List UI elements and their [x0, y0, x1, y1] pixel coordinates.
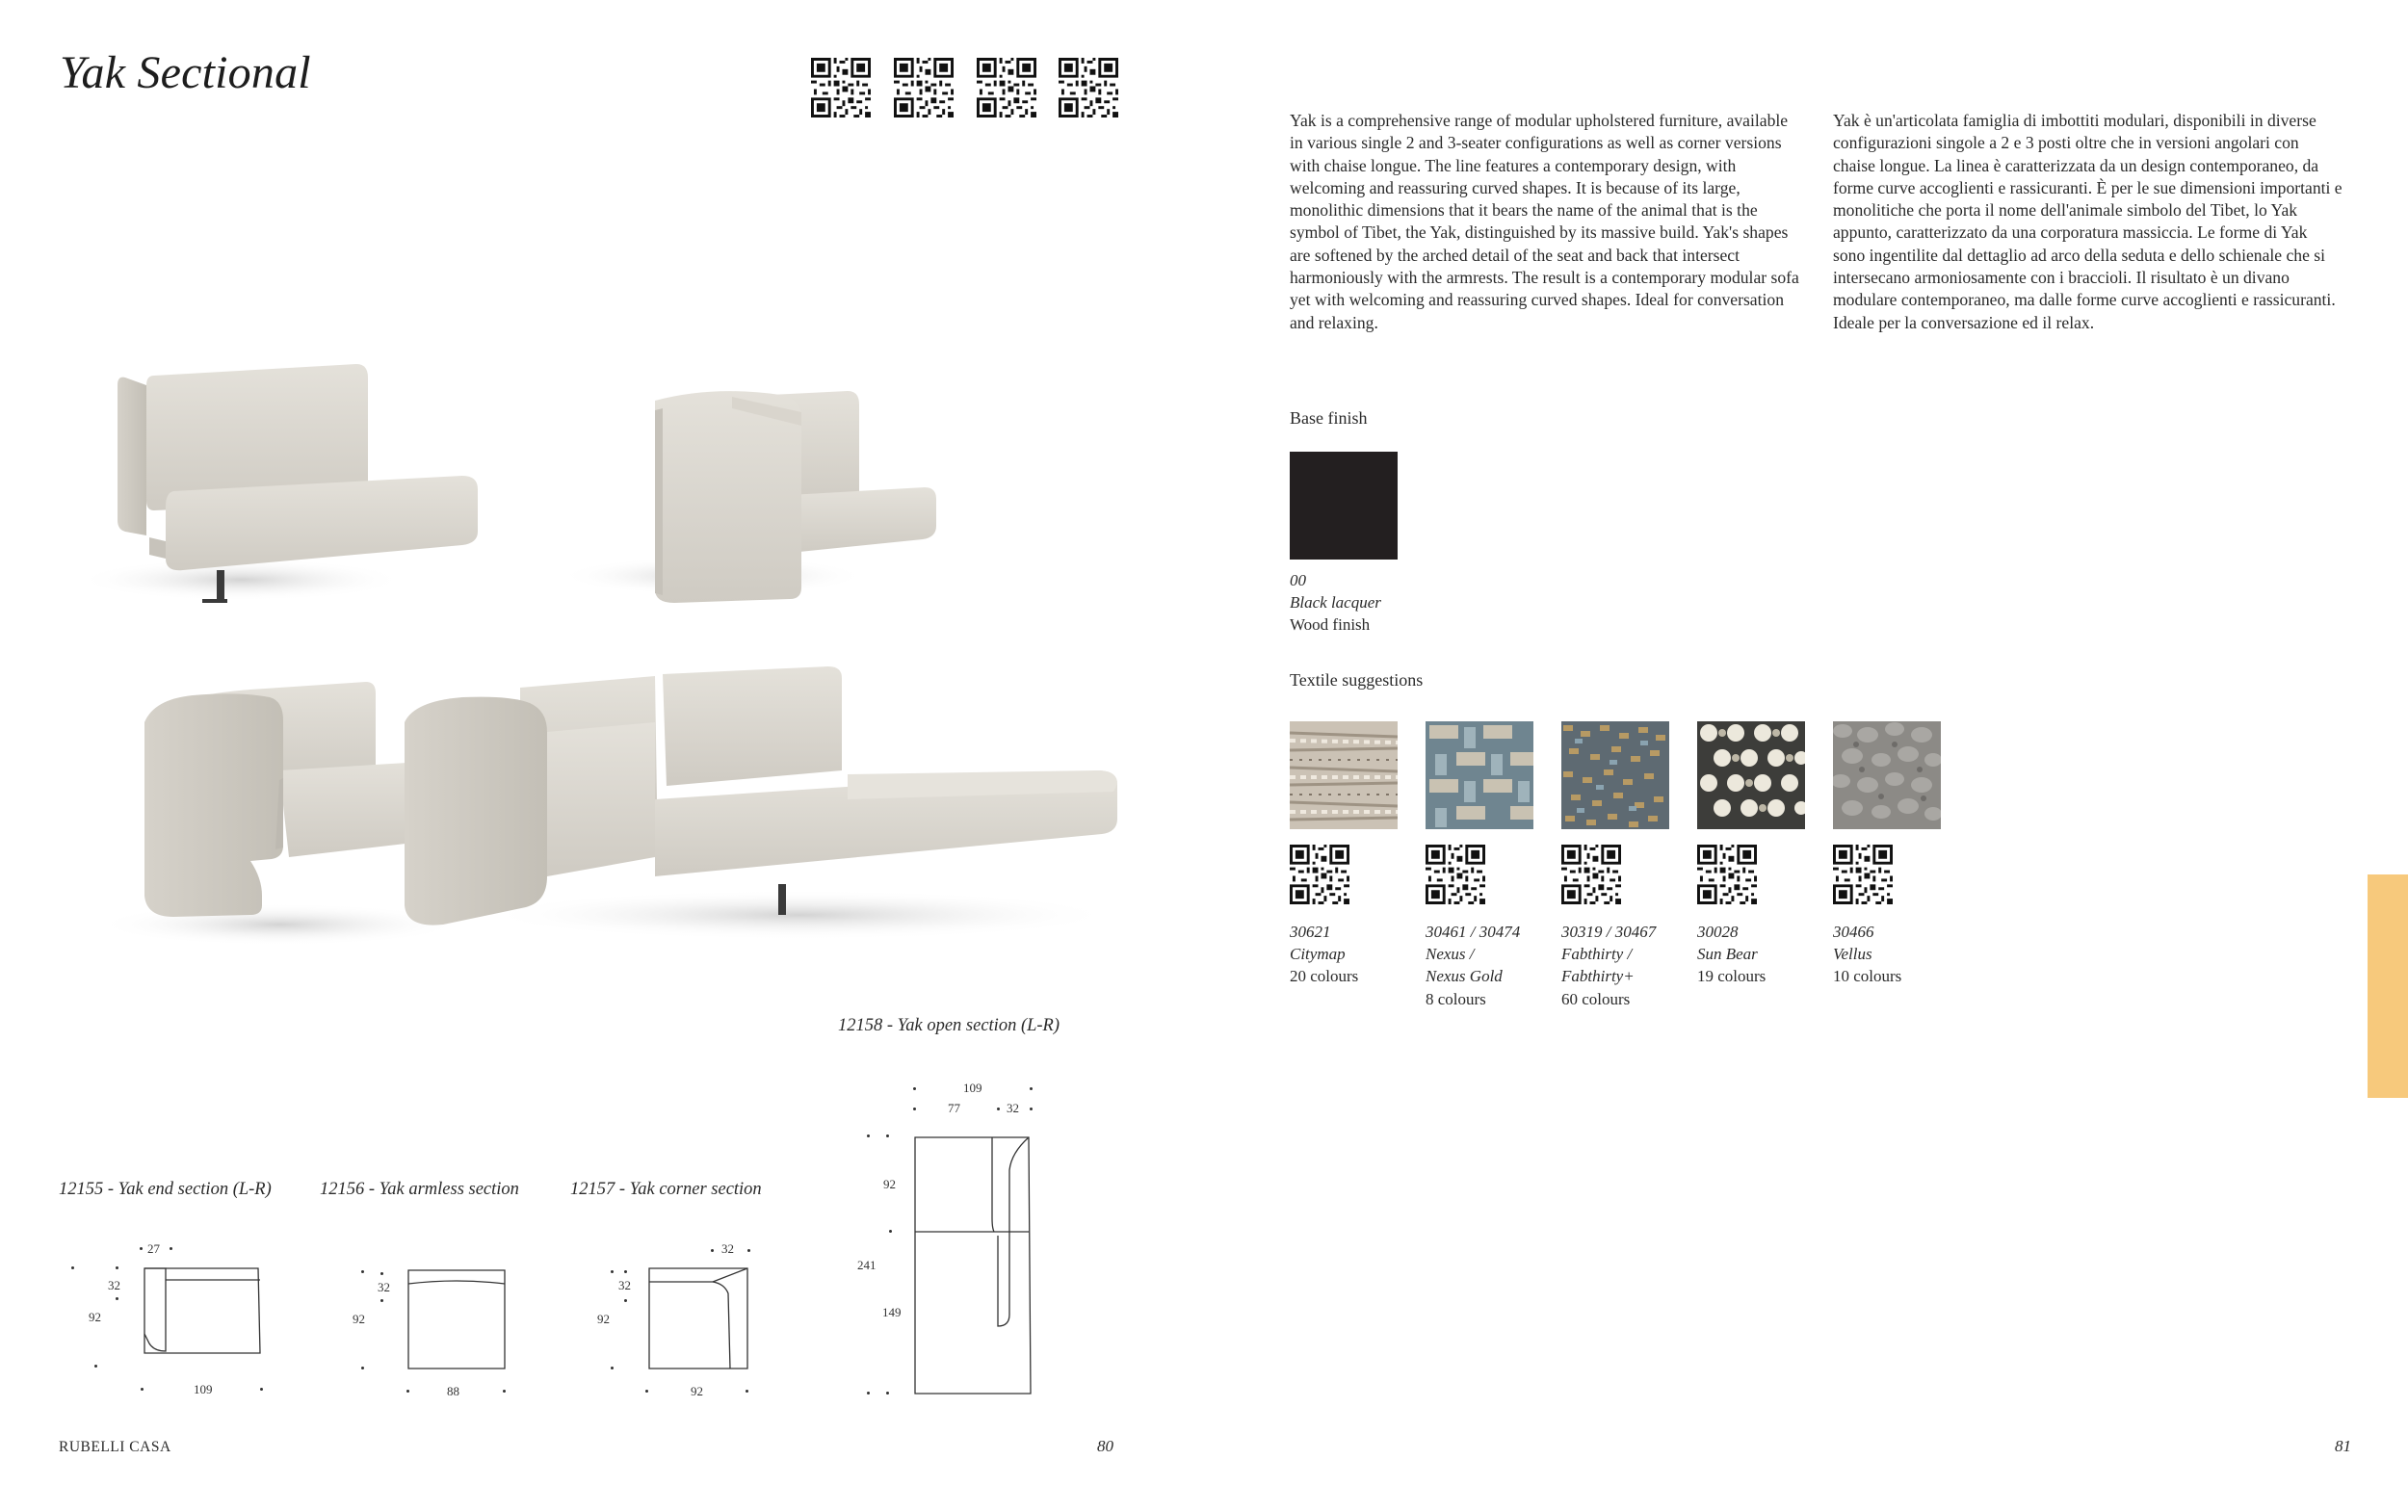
qr-code-icon[interactable] [1561, 845, 1621, 904]
qr-code-icon[interactable] [894, 58, 954, 117]
base-finish-info: 00 Black lacquer Wood finish [1290, 571, 1381, 635]
caption-corner-section: 12157 - Yak corner section [570, 1180, 762, 1199]
drawing-open-section: 109 77 32 92 241 149 [848, 1074, 1060, 1401]
product-photos [58, 318, 1137, 992]
caption-open-section: 12158 - Yak open section (L-R) [838, 1016, 1060, 1035]
textile-card-citymap[interactable]: 30621 Citymap 20 colours [1290, 721, 1398, 834]
page-number-left: 80 [1097, 1437, 1113, 1455]
photo-open-section [405, 666, 1117, 940]
textile-card-sun-bear[interactable]: 30028 Sun Bear 19 colours [1697, 721, 1805, 834]
qr-code-icon[interactable] [1426, 845, 1485, 904]
textile-card-vellus[interactable]: 30466 Vellus 10 colours [1833, 721, 1941, 834]
section-tab[interactable] [2368, 874, 2408, 1098]
caption-end-section: 12155 - Yak end section (L-R) [59, 1180, 272, 1199]
textile-swatch-nexus[interactable] [1426, 721, 1533, 829]
qr-code-icon[interactable] [1697, 845, 1757, 904]
description-italian: Yak è un'articolata famiglia di imbottiti modulari, disponibili in diverse configurazioni singole a 2 e 3 posti oltre che in versioni angolari con chaise longue. La linea è caratterizzata da un design contemporaneo, da forme curve accoglienti e rassicuranti. È per le sue dimensioni importanti e monolitiche che porta il nome dell'animale simbolo del Tibet, lo Yak appunto, caratterizzato da una corporatura massiccia. Le forme di Yak sono ingentilite dal dettaglio ad arco della seduta e dello schienale che si intersecano armoniosamente con i braccioli. Il risultato è un divano modulare contemporaneo, ma dalle forme curve accoglienti e rassicuranti. Ideale per la conversazione ed il relax. [1833, 111, 2343, 332]
textile-card-nexus[interactable]: 30461 / 30474 Nexus / Nexus Gold 8 colours [1426, 721, 1533, 834]
qr-code-icon[interactable] [1290, 845, 1349, 904]
drawing-armless-section: 32 92 88 [318, 1238, 539, 1401]
textile-swatch-citymap[interactable] [1290, 721, 1398, 829]
qr-code-icon[interactable] [811, 58, 871, 117]
qr-code-icon[interactable] [1833, 845, 1893, 904]
base-finish-swatch[interactable] [1290, 452, 1398, 560]
qr-code-icon[interactable] [977, 58, 1036, 117]
textile-swatch-sun-bear[interactable] [1697, 721, 1805, 829]
page-number-right: 81 [2335, 1437, 2351, 1455]
caption-armless-section: 12156 - Yak armless section [320, 1180, 519, 1199]
drawing-end-section: 27 32 92 109 [58, 1238, 289, 1401]
page-title: Yak Sectional [60, 47, 311, 98]
photo-corner-section [559, 391, 936, 603]
description-english: Yak is a comprehensive range of modular upholstered furniture, available in various single 2 and 3-seater configurations as well as corner versions with chaise longue. The line features a contemporary design, with welcoming and reassuring curved shapes. It is because of its large, monolithic dimensions that it bears the name of the animal that is the symbol of Tibet, the Yak, distinguished by its massive build. Yak's shapes are softened by the arched detail of the seat and back that intersect harmoniously with the armrests. The result is a contemporary modular sofa yet with welcoming and reassuring curved shapes. Ideal for conversation and relaxing. [1290, 111, 1799, 332]
drawing-corner-section: 32 32 92 92 [568, 1238, 790, 1401]
footer-brand: RUBELLI CASA [59, 1439, 171, 1455]
textile-swatch-vellus[interactable] [1833, 721, 1941, 829]
textile-heading: Textile suggestions [1290, 670, 1424, 690]
base-finish-heading: Base finish [1290, 408, 1368, 428]
photo-armless-section [77, 364, 478, 603]
textile-card-fabthirty[interactable]: 30319 / 30467 Fabthirty / Fabthirty+ 60 colours [1561, 721, 1669, 834]
textile-swatch-fabthirty[interactable] [1561, 721, 1669, 829]
qr-code-icon[interactable] [1059, 58, 1118, 117]
